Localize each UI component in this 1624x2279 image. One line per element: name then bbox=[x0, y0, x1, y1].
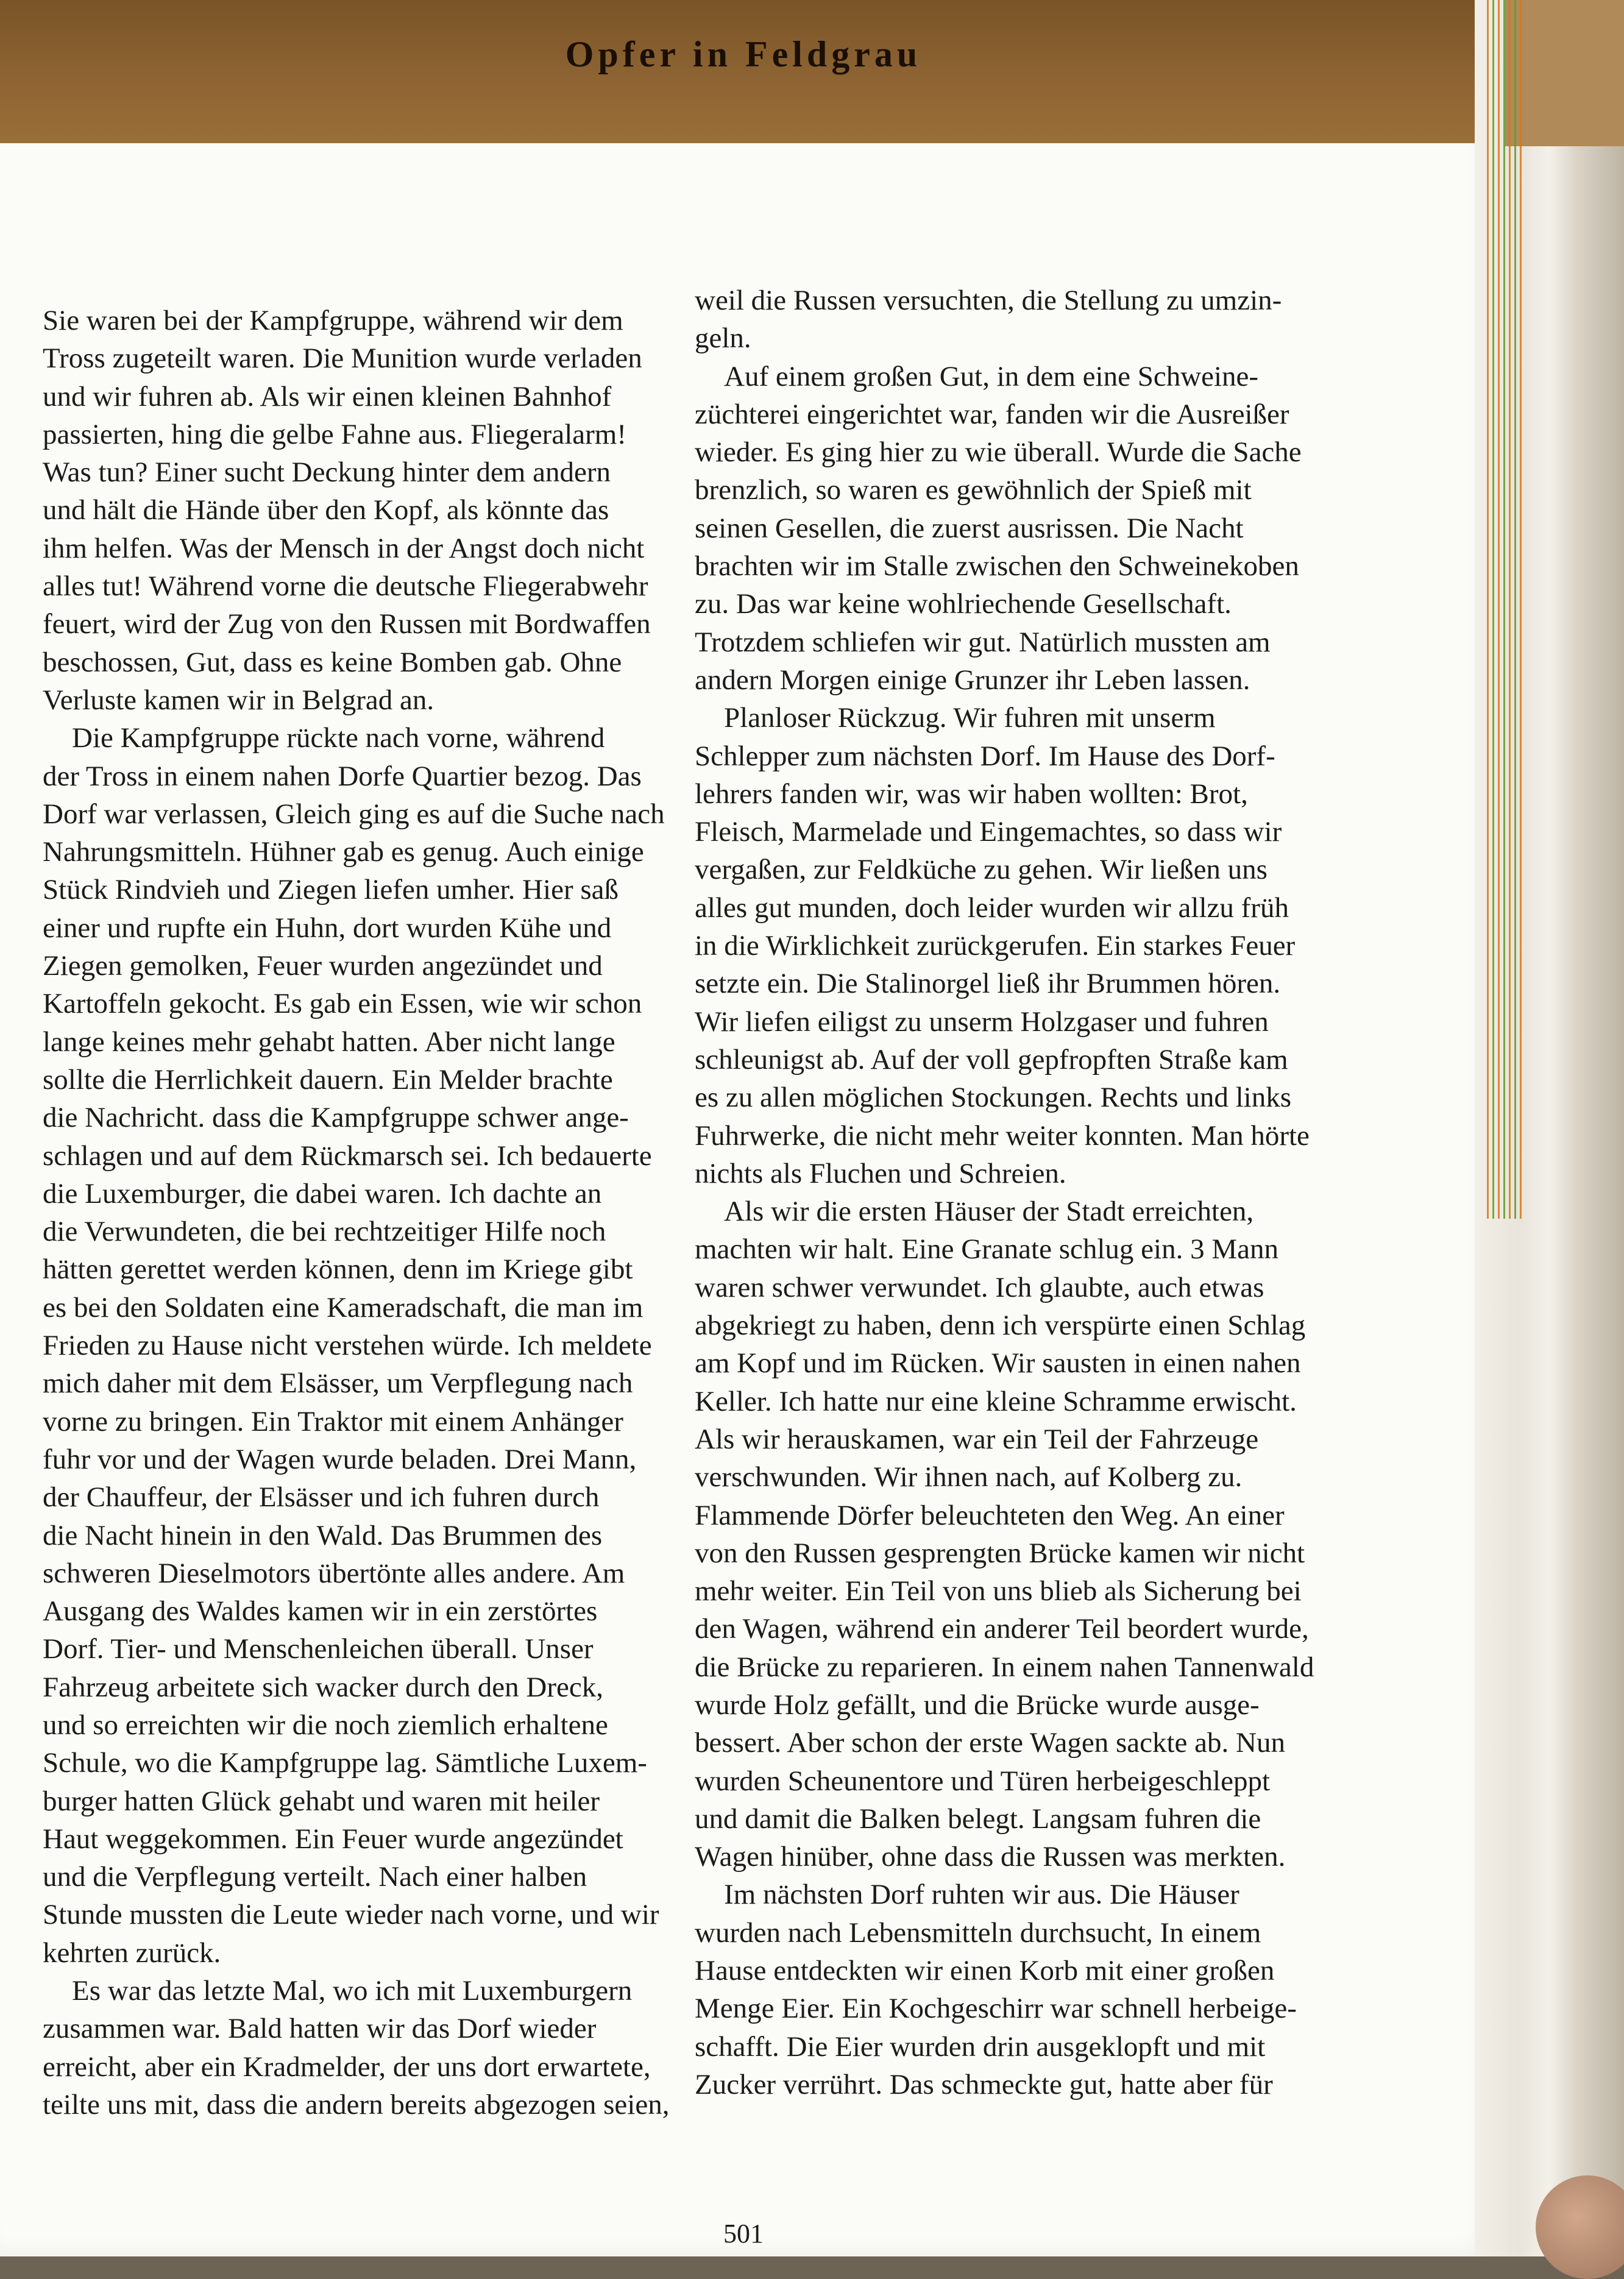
text-line: Stunde mussten die Leute wieder nach vorne, und wir bbox=[43, 1899, 659, 1931]
text-line: ihm helfen. Was der Mensch in der Angst doch nicht bbox=[43, 532, 645, 564]
text-line: Nahrungsmitteln. Hühner gab es genug. Auch einige bbox=[43, 836, 644, 868]
text-line: Hause entdeckten wir einen Korb mit einer großen bbox=[695, 1955, 1275, 1987]
right-column bbox=[695, 282, 1371, 2104]
text-line: Es war das letzte Mal, wo ich mit Luxemburgern bbox=[72, 1975, 633, 2007]
text-line: wurden Scheunentore und Türen herbeigeschleppt bbox=[695, 1765, 1271, 1797]
text-line: seinen Gesellen, die zuerst ausrissen. Die Nacht bbox=[695, 512, 1244, 544]
text-line: machten wir halt. Eine Granate schlug ein. 3 Mann bbox=[695, 1233, 1278, 1266]
header-band bbox=[0, 0, 1487, 143]
text-line: setzte ein. Die Stalinorgel ließ ihr Brummen hören. bbox=[695, 968, 1281, 1000]
text-line: von den Russen gesprengten Brücke kamen wir nicht bbox=[695, 1537, 1305, 1569]
text-line: Als wir herauskamen, war ein Teil der Fahrzeuge bbox=[695, 1423, 1259, 1455]
text-line: in die Wirklichkeit zurückgerufen. Ein starkes Feuer bbox=[695, 930, 1296, 962]
text-line: Fuhrwerke, die nicht mehr weiter konnten. Man hörte bbox=[695, 1119, 1310, 1152]
text-line: und hält die Hände über den Kopf, als könnte das bbox=[43, 494, 609, 526]
text-line: weil die Russen versuchten, die Stellung zu umzin- bbox=[695, 285, 1282, 316]
text-line: die Luxemburger, die dabei waren. Ich dachte an bbox=[43, 1177, 602, 1210]
text-line: es zu allen möglichen Stockungen. Rechts und links bbox=[695, 1082, 1291, 1114]
left-column bbox=[43, 302, 695, 2124]
text-line: Auf einem großen Gut, in dem eine Schweine- bbox=[724, 360, 1259, 392]
text-line: Fleisch, Marmelade und Eingemachtes, so dass wir bbox=[695, 816, 1282, 848]
text-line: brenzlich, so waren es gewöhnlich der Spieß mit bbox=[695, 474, 1252, 506]
text-line: Ausgang des Waldes kamen wir in ein zerstörtes bbox=[43, 1595, 598, 1628]
text-line: Kartoffeln gekocht. Es gab ein Essen, wie wir schon bbox=[43, 988, 642, 1020]
text-line: Was tun? Einer sucht Deckung hinter dem andern bbox=[43, 456, 611, 489]
text-line: die Nachricht. dass die Kampfgruppe schwer ange- bbox=[43, 1102, 629, 1134]
text-line: lehrers fanden wir, was wir haben wollten: Brot, bbox=[695, 778, 1248, 810]
text-line: Sie waren bei der Kampfgruppe, während wir dem bbox=[43, 305, 623, 336]
text-line: schafft. Die Eier wurden drin ausgeklopft und mit bbox=[695, 2030, 1266, 2063]
text-line: Schule, wo die Kampfgruppe lag. Sämtliche Luxem- bbox=[43, 1747, 647, 1779]
text-line: es bei den Soldaten eine Kameradschaft, die man im bbox=[43, 1291, 644, 1324]
text-line: Im nächsten Dorf ruhten wir aus. Die Häuser bbox=[724, 1879, 1239, 1911]
text-line: passierten, hing die gelbe Fahne aus. Fliegeralarm! bbox=[43, 418, 626, 450]
text-line: schweren Dieselmotors übertönte alles andere. Am bbox=[43, 1557, 625, 1589]
text-line: Dorf war verlassen, Gleich ging es auf die Suche nach bbox=[43, 798, 665, 830]
text-line: die Verwundeten, die bei rechtzeitiger Hilfe noch bbox=[43, 1216, 606, 1248]
text-line: Als wir die ersten Häuser der Stadt erreichten, bbox=[724, 1196, 1254, 1228]
text-line: zusammen war. Bald hatten wir das Dorf wieder bbox=[43, 2013, 597, 2045]
text-line: kehrten zurück. bbox=[43, 1937, 221, 1969]
text-line: Stück Rindvieh und Ziegen liefen umher. Hier saß bbox=[43, 874, 619, 906]
text-line: züchterei eingerichtet war, fanden wir die Ausreißer bbox=[695, 398, 1289, 430]
page-edge-markers bbox=[1487, 0, 1523, 1219]
text-line: einer und rupfte ein Huhn, dort wurden Kühe und bbox=[43, 912, 612, 944]
text-line: Fahrzeug arbeitete sich wacker durch den Dreck, bbox=[43, 1671, 603, 1703]
text-line: der Chauffeur, der Elsässer und ich fuhren durch bbox=[43, 1481, 600, 1514]
text-line: Ziegen gemolken, Feuer wurden angezündet und bbox=[43, 950, 603, 982]
text-line: mehr weiter. Ein Teil von uns blieb als Sicherung bei bbox=[695, 1575, 1302, 1607]
text-line: beschossen, Gut, dass es keine Bomben gab. Ohne bbox=[43, 646, 622, 678]
text-line: und so erreichten wir die noch ziemlich erhaltene bbox=[43, 1709, 608, 1741]
text-line: schlagen und auf dem Rückmarsch sei. Ich bedauerte bbox=[43, 1140, 652, 1172]
text-line: Keller. Ich hatte nur eine kleine Schramme erwischt. bbox=[695, 1385, 1297, 1417]
text-line: Menge Eier. Ein Kochgeschirr war schnell herbeige- bbox=[695, 1993, 1297, 2025]
running-title: Opfer in Feldgrau bbox=[565, 34, 922, 74]
text-line: vergaßen, zur Feldküche zu gehen. Wir ließen uns bbox=[695, 854, 1268, 886]
text-line: und damit die Balken belegt. Langsam fuhren die bbox=[695, 1802, 1261, 1835]
text-line: den Wagen, während ein anderer Teil beordert wurde, bbox=[695, 1613, 1309, 1645]
text-line: vorne zu bringen. Ein Traktor mit einem Anhänger bbox=[43, 1405, 623, 1437]
text-line: alles tut! Während vorne die deutsche Fliegerabwehr bbox=[43, 570, 648, 603]
text-line: burger hatten Glück gehabt und waren mit heiler bbox=[43, 1785, 600, 1817]
text-line: wurde Holz gefällt, und die Brücke wurde ausge- bbox=[695, 1689, 1260, 1721]
text-line: andern Morgen einige Grunzer ihr Leben lassen. bbox=[695, 664, 1250, 696]
text-line: teilte uns mit, dass die andern bereits abgezogen seien, bbox=[43, 2088, 670, 2121]
text-line: schleunigst ab. Auf der voll gepfropften Straße kam bbox=[695, 1043, 1288, 1076]
text-line: bessert. Aber schon der erste Wagen sackte ab. Nun bbox=[695, 1727, 1285, 1759]
text-line: abgekriegt zu haben, denn ich verspürte einen Schlag bbox=[695, 1310, 1306, 1342]
text-line: fuhr vor und der Wagen wurde beladen. Drei Mann, bbox=[43, 1443, 637, 1475]
text-line: die Nacht hinein in den Wald. Das Brummen des bbox=[43, 1519, 603, 1551]
text-line: wurden nach Lebensmitteln durchsucht, In einem bbox=[695, 1916, 1261, 1949]
text-line: verschwunden. Wir ihnen nach, auf Kolberg zu. bbox=[695, 1461, 1243, 1494]
text-line: Zucker verrührt. Das schmeckte gut, hatte aber für bbox=[695, 2068, 1273, 2100]
text-line: am Kopf und im Rücken. Wir sausten in einen nahen bbox=[695, 1347, 1301, 1380]
text-line: Planloser Rückzug. Wir fuhren mit unserm bbox=[724, 702, 1216, 734]
text-line: Wagen hinüber, ohne dass die Russen was merkten. bbox=[695, 1841, 1286, 1873]
text-line: feuert, wird der Zug von den Russen mit Bordwaffen bbox=[43, 608, 651, 640]
text-line: sollte die Herrlichkeit dauern. Ein Melder brachte bbox=[43, 1063, 613, 1096]
text-line: waren schwer verwundet. Ich glaubte, auch etwas bbox=[695, 1271, 1264, 1303]
text-line: Dorf. Tier- und Menschenleichen überall. Unser bbox=[43, 1633, 594, 1665]
text-line: lange keines mehr gehabt hatten. Aber nicht lange bbox=[43, 1026, 615, 1058]
text-line: Die Kampfgruppe rückte nach vorne, während bbox=[72, 722, 605, 754]
text-line: Tross zugeteilt waren. Die Munition wurde verladen bbox=[43, 342, 642, 375]
text-line: nichts als Fluchen und Schreien. bbox=[695, 1157, 1066, 1189]
text-line: Schlepper zum nächsten Dorf. Im Hause des Dorf- bbox=[695, 740, 1275, 772]
text-line: erreicht, aber ein Kradmelder, der uns dort erwartete, bbox=[43, 2050, 651, 2083]
text-line: wieder. Es ging hier zu wie überall. Wurde die Sache bbox=[695, 436, 1302, 469]
text-line: Wir liefen eiligst zu unserm Holzgaser und fuhren bbox=[695, 1005, 1269, 1038]
text-line: Frieden zu Hause nicht verstehen würde. Ich meldete bbox=[43, 1330, 652, 1362]
text-line: alles gut munden, doch leider wurden wir allzu früh bbox=[695, 891, 1289, 924]
text-line: geln. bbox=[695, 322, 751, 355]
text-line: Haut weggekommen. Ein Feuer wurde angezündet bbox=[43, 1823, 623, 1855]
text-line: Verluste kamen wir in Belgrad an. bbox=[43, 684, 434, 716]
text-line: und die Verpflegung verteilt. Nach einer halben bbox=[43, 1861, 587, 1893]
text-line: Flammende Dörfer beleuchteten den Weg. An einer bbox=[695, 1499, 1285, 1531]
page-number: 501 bbox=[723, 2219, 764, 2249]
text-line: die Brücke zu reparieren. In einem nahen Tannenwald bbox=[695, 1651, 1314, 1683]
text-line: Trotzdem schliefen wir gut. Natürlich mussten am bbox=[695, 626, 1271, 658]
text-line: der Tross in einem nahen Dorfe Quartier bezog. Das bbox=[43, 760, 642, 792]
text-line: und wir fuhren ab. Als wir einen kleinen Bahnhof bbox=[43, 380, 612, 413]
text-line: brachten wir im Stalle zwischen den Schweinekoben bbox=[695, 550, 1299, 583]
text-line: mich daher mit dem Elsässer, um Verpflegung nach bbox=[43, 1367, 633, 1400]
text-line: zu. Das war keine wohlriechende Gesellschaft. bbox=[695, 588, 1232, 620]
text-line: hätten gerettet werden können, denn im Kriege gibt bbox=[43, 1253, 633, 1286]
